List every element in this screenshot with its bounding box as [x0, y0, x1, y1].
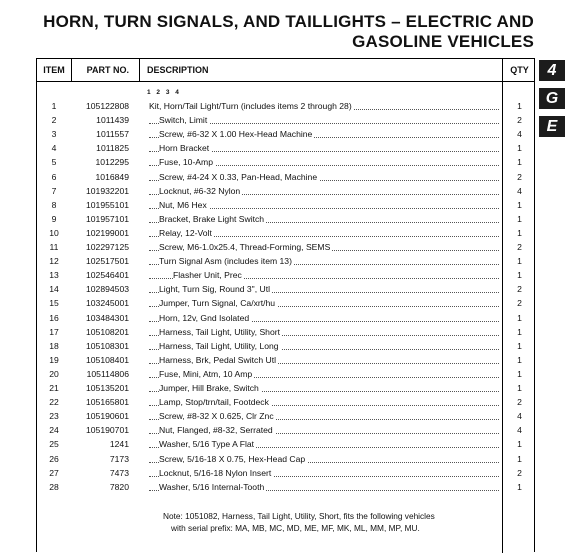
quantity: 2 [517, 242, 522, 252]
part-number: 105190601 [85, 411, 129, 422]
description [149, 326, 511, 339]
quantity: 1 [517, 439, 522, 450]
section-tab-e[interactable]: E [539, 116, 565, 137]
quantity: 1 [517, 453, 522, 464]
part-number: 7820 [109, 481, 129, 492]
description-text: Washer, 5/16 Type A Flat [159, 439, 255, 450]
table-row [37, 467, 534, 480]
item-number: 21 [49, 383, 59, 393]
item-number: 20 [49, 368, 59, 379]
description [149, 312, 511, 325]
part-number: 1012295 [95, 157, 129, 168]
table-row [37, 283, 534, 296]
quantity: 1 [517, 270, 522, 281]
item-number: 18 [49, 340, 59, 351]
quantity: 2 [517, 284, 522, 295]
item-number: 17 [49, 326, 59, 337]
item-number: 14 [49, 284, 59, 295]
description-text: Nut, M6 Hex [159, 199, 207, 210]
quantity: 1 [517, 199, 522, 210]
description [149, 410, 511, 423]
table-row [37, 312, 534, 325]
item-number: 5 [51, 157, 57, 168]
part-number: 1016849 [95, 171, 129, 182]
table-row [37, 340, 534, 353]
item-number: 22 [49, 397, 59, 408]
description [149, 354, 511, 367]
description-text: Switch, Limit [159, 115, 208, 126]
item-number: 11 [49, 242, 59, 252]
quantity: 4 [517, 129, 522, 140]
page-title-line1: HORN, TURN SIGNALS, AND TAILLIGHTS – ELECTRIC AND [43, 12, 534, 31]
description [149, 297, 511, 310]
description-text: Screw, #8-32 X 0.625, Clr Znc [159, 411, 274, 422]
description [149, 185, 511, 198]
quantity: 1 [517, 143, 522, 154]
description-text: Horn, 12v, Gnd Isolated [159, 312, 250, 323]
quantity: 1 [517, 340, 522, 351]
part-number: 102546401 [85, 270, 129, 281]
part-number: 101932201 [85, 185, 129, 196]
description-text: Locknut, 5/16-18 Nylon Insert [159, 467, 272, 478]
item-number: 25 [49, 439, 59, 450]
description-text: Flasher Unit, Prec [173, 270, 242, 281]
table-row [37, 199, 534, 212]
description-text: Fuse, Mini, Atm, 10 Amp [159, 368, 253, 379]
description [149, 481, 511, 494]
description-text: Lamp, Stop/trn/tail, Footdeck [159, 397, 269, 408]
section-tab-4[interactable]: 4 [539, 60, 565, 81]
quantity: 1 [517, 354, 522, 365]
description [149, 156, 511, 169]
description [149, 368, 511, 381]
table-row [37, 269, 534, 282]
part-number: 105190701 [85, 425, 129, 436]
description-text: Turn Signal Asm (includes item 13) [159, 256, 292, 267]
quantity: 1 [517, 157, 522, 168]
table-row [37, 326, 534, 339]
table-row [37, 241, 534, 254]
part-number: 103484301 [85, 312, 129, 323]
header-qty: QTY [510, 65, 529, 75]
header-part-no: PART NO. [86, 65, 129, 75]
description-text: Locknut, #6-32 Nylon [159, 185, 241, 196]
item-number: 16 [49, 312, 59, 323]
table-row [37, 396, 534, 409]
header-description: DESCRIPTION [147, 65, 209, 75]
description-text: Nut, Flanged, #8-32, Serrated [159, 425, 273, 436]
quantity: 1 [517, 227, 522, 238]
table-row [37, 100, 534, 113]
description [149, 396, 511, 409]
table-row [37, 354, 534, 367]
quantity: 2 [517, 467, 522, 478]
item-number: 12 [49, 256, 59, 267]
column-divider [139, 59, 140, 81]
table-row [37, 156, 534, 169]
description [149, 100, 501, 113]
description-text: Light, Turn Sig, Round 3", Utl [159, 284, 271, 295]
indent-levels: 1 2 3 4 [147, 89, 181, 96]
table-row [37, 227, 534, 240]
description [149, 241, 511, 254]
description [149, 128, 511, 141]
part-number: 7473 [109, 467, 129, 478]
part-number: 102894503 [85, 284, 129, 295]
description [149, 467, 511, 480]
table-row [37, 297, 534, 310]
description-text: Jumper, Turn Signal, Ca/xrt/hu [159, 298, 276, 309]
description [149, 199, 511, 212]
table-row [37, 114, 534, 127]
item-number: 19 [49, 354, 59, 365]
parts-table [36, 58, 535, 552]
description-text: Kit, Horn/Tail Light/Turn (includes items 2 through 28) [149, 101, 352, 111]
part-number: 1011439 [96, 115, 129, 126]
description [149, 424, 511, 437]
part-number: 102517501 [85, 256, 129, 267]
description-text: Screw, M6-1.0x25.4, Thread-Forming, SEMS [159, 242, 331, 252]
quantity: 1 [517, 368, 522, 379]
note-line1: Note: 1051082, Harness, Tail Light, Utility, Short, fits the following vehicles [163, 511, 435, 521]
quantity: 2 [517, 115, 522, 126]
description [149, 255, 511, 268]
description-text: Harness, Tail Light, Utility, Long [159, 340, 279, 351]
table-row [37, 424, 534, 437]
quantity: 1 [517, 256, 522, 267]
description-text: Harness, Brk, Pedal Switch Utl [159, 354, 277, 365]
quantity: 1 [517, 101, 522, 111]
description-text: Washer, 5/16 Internal-Tooth [159, 481, 265, 492]
quantity: 4 [517, 185, 522, 196]
part-number: 101955101 [85, 199, 129, 210]
description [149, 213, 511, 226]
table-header [37, 59, 534, 82]
description-text: Jumper, Hill Brake, Switch [159, 383, 259, 393]
quantity: 1 [517, 383, 522, 393]
description-text: Fuse, 10-Amp [159, 157, 213, 168]
quantity: 4 [517, 425, 522, 436]
item-number: 15 [49, 298, 59, 309]
description-text: Bracket, Brake Light Switch [159, 213, 265, 224]
part-number: 1011825 [96, 143, 129, 154]
description [149, 283, 511, 296]
table-row [37, 142, 534, 155]
item-number: 27 [49, 467, 59, 478]
page-title [43, 12, 534, 52]
item-number: 28 [49, 481, 59, 492]
part-number: 105135201 [85, 383, 129, 393]
quantity: 1 [517, 312, 522, 323]
description [149, 382, 511, 395]
item-number: 2 [51, 115, 57, 126]
part-number: 105108201 [85, 326, 129, 337]
item-number: 3 [51, 129, 57, 140]
table-row [37, 453, 534, 466]
table-row [37, 382, 534, 395]
table-row [37, 368, 534, 381]
description [149, 142, 511, 155]
table-row [37, 171, 534, 184]
part-number: 105108401 [85, 354, 129, 365]
part-number: 105108301 [85, 340, 129, 351]
item-number: 7 [51, 185, 57, 196]
part-number: 1011557 [96, 129, 129, 140]
column-divider [71, 59, 72, 81]
item-number: 24 [49, 425, 59, 436]
quantity: 2 [517, 397, 522, 408]
description-text: Harness, Tail Light, Utility, Short [159, 326, 280, 337]
note [163, 510, 503, 534]
description-text: Screw, 5/16-18 X 0.75, Hex-Head Cap [159, 453, 306, 464]
item-number: 23 [49, 411, 59, 422]
description-text: Horn Bracket [159, 143, 210, 154]
item-number: 8 [51, 199, 57, 210]
table-row [37, 213, 534, 226]
table-row [37, 410, 534, 423]
section-tab-g[interactable]: G [539, 88, 565, 109]
item-number: 6 [51, 171, 57, 182]
table-row [37, 481, 534, 494]
item-number: 9 [51, 213, 57, 224]
part-number: 105122808 [85, 101, 129, 111]
table-row [37, 255, 534, 268]
description-text: Screw, #6-32 X 1.00 Hex-Head Machine [159, 129, 313, 140]
item-number: 13 [49, 270, 59, 281]
part-number: 105114806 [86, 368, 129, 379]
description [149, 340, 511, 353]
description-text: Relay, 12-Volt [159, 227, 212, 238]
description [149, 453, 511, 466]
part-number: 102199001 [85, 227, 129, 238]
item-number: 4 [51, 143, 57, 154]
description [149, 114, 511, 127]
description-text: Screw, #4-24 X 0.33, Pan-Head, Machine [159, 171, 318, 182]
part-number: 1241 [109, 439, 129, 450]
description [149, 269, 525, 282]
part-number: 103245001 [85, 298, 129, 309]
page-title-line2: GASOLINE VEHICLES [352, 32, 534, 51]
description [149, 438, 511, 451]
quantity: 1 [517, 326, 522, 337]
item-number: 10 [49, 227, 59, 238]
part-number: 102297125 [85, 242, 129, 252]
quantity: 1 [517, 481, 522, 492]
table-row [37, 438, 534, 451]
part-number: 101957101 [85, 213, 129, 224]
part-number: 105165801 [85, 397, 129, 408]
header-item: ITEM [43, 65, 65, 75]
note-line2: with serial prefix: MA, MB, MC, MD, ME, MF, MK, ML, MM, MP, MU. [171, 523, 420, 533]
description [149, 171, 511, 184]
table-row [37, 128, 534, 141]
table-row [37, 185, 534, 198]
quantity: 4 [517, 411, 522, 422]
quantity: 2 [517, 298, 522, 309]
part-number: 7173 [109, 453, 129, 464]
quantity: 1 [517, 213, 522, 224]
description [149, 227, 511, 240]
item-number: 1 [51, 101, 57, 111]
quantity: 2 [517, 171, 522, 182]
item-number: 26 [49, 453, 59, 464]
